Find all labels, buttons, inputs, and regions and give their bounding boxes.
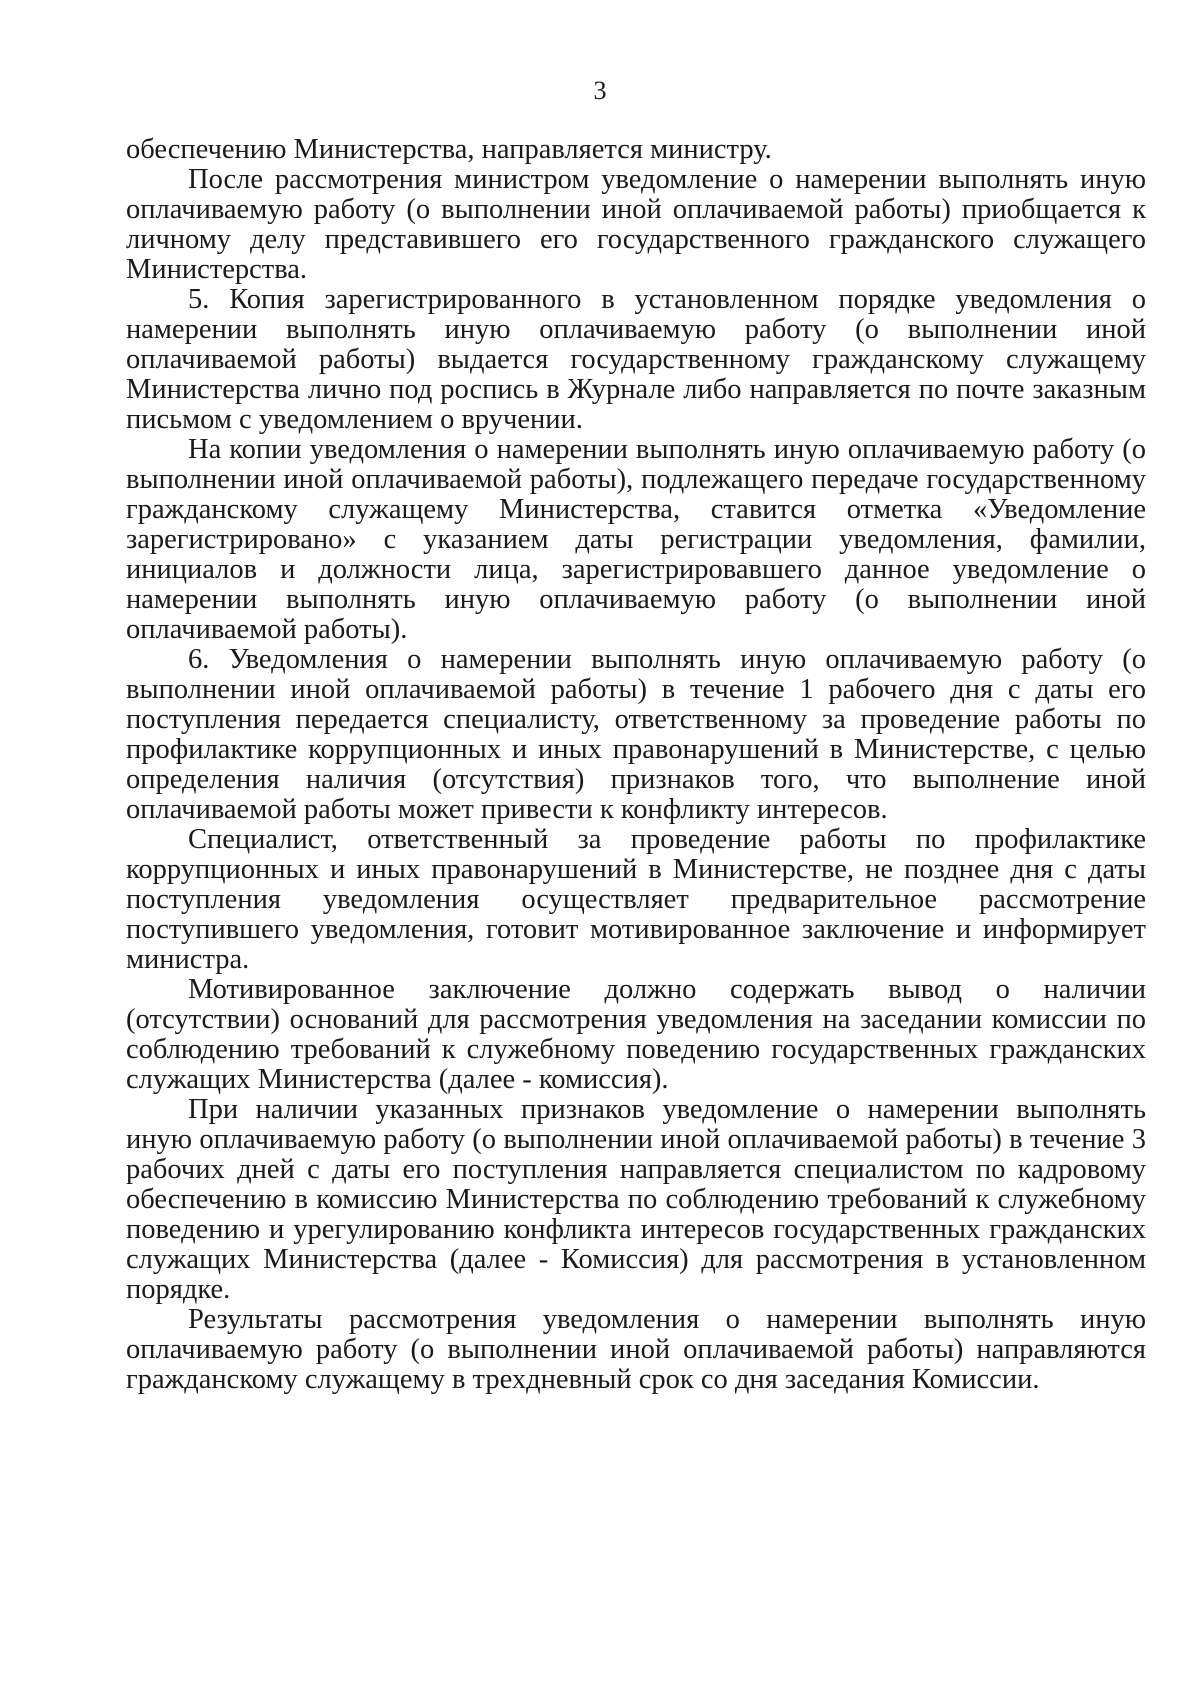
paragraph-motivated-conclusion: Мотивированное заключение должно содержать вывод о наличии (отсутствии) оснований для рассмотрения уведомления на заседании комиссии по соблюдению требований к служебному поведению государственных гражданских служащих Министерства (далее - комиссия).: [126, 974, 1146, 1095]
page-number: 3: [593, 76, 607, 105]
paragraph-review-results: Результаты рассмотрения уведомления о намерении выполнять иную оплачиваемую работу (о выполнении иной оплачиваемой работы) направляются гражданскому служащему в трехдневный срок со дня заседания Комиссии.: [126, 1304, 1146, 1395]
paragraph-copy-mark: На копии уведомления о намерении выполнять иную оплачиваемую работу (о выполнении иной оплачиваемой работы), подлежащего передаче государственному гражданскому служащему Министерства, ставится отметка «Уведомление зарегистрировано» с указанием даты регистрации уведомления, фамилии, инициалов и должности лица, зарегистрировавшего данное уведомление о намерении выполнять иную оплачиваемую работу (о выполнении иной оплачиваемой работы).: [126, 434, 1146, 645]
paragraph-item-6: 6. Уведомления о намерении выполнять иную оплачиваемую работу (о выполнении иной оплачиваемой работы) в течение 1 рабочего дня с даты его поступления передается специалисту, ответственному за проведение работы по профилактике коррупционных и иных правонарушений в Министерстве, с целью определения наличия (отсутствия) признаков того, что выполнение иной оплачиваемой работы может привести к конфликту интересов.: [126, 644, 1146, 825]
paragraph-review-by-minister: После рассмотрения министром уведомление о намерении выполнять иную оплачиваемую работу (о выполнении иной оплачиваемой работы) приобщается к личному делу представившего его государственного гражданского служащего Министерства.: [126, 164, 1146, 285]
paragraph-continuation: обеспечению Министерства, направляется министру.: [126, 134, 772, 165]
paragraph-commission-referral: При наличии указанных признаков уведомление о намерении выполнять иную оплачиваемую работу (о выполнении иной оплачиваемой работы) в течение 3 рабочих дней с даты его поступления направляется специалистом по кадровому обеспечению в комиссию Министерства по соблюдению требований к служебному поведению и урегулированию конфликта интересов государственных гражданских служащих Министерства (далее - Комиссия) для рассмотрения в установленном порядке.: [126, 1094, 1146, 1305]
document-body: [126, 135, 1146, 1395]
paragraph-specialist-review: Специалист, ответственный за проведение работы по профилактике коррупционных и иных правонарушений в Министерстве, не позднее дня с даты поступления уведомления осуществляет предварительное рассмотрение поступившего уведомления, готовит мотивированное заключение и информирует министра.: [126, 824, 1146, 975]
paragraph-item-5: 5. Копия зарегистрированного в установленном порядке уведомления о намерении выполнять иную оплачиваемую работу (о выполнении иной оплачиваемой работы) выдается государственному гражданскому служащему Министерства лично под роспись в Журнале либо направляется по почте заказным письмом с уведомлением о вручении.: [126, 284, 1146, 435]
